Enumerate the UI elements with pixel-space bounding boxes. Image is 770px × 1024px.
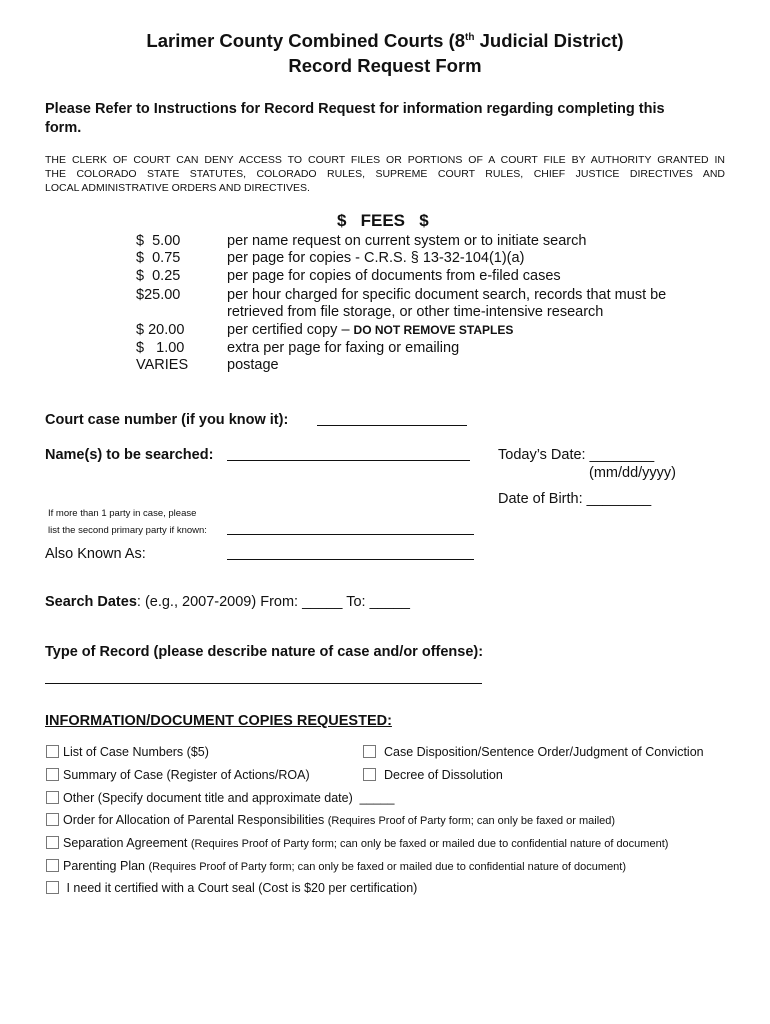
todays-date-label: Today’s Date: ________ — [498, 447, 655, 463]
checkbox-label-text: Separation Agreement — [63, 836, 191, 850]
checkbox-label-note: (Requires Proof of Party form; can only be faxed or mailed due to confidential nature of document) — [190, 838, 669, 850]
case-number-label: Court case number (if you know it): — [45, 412, 289, 428]
checkbox-label: I need it certified with a Court seal (Cost is $20 per certification) — [63, 881, 418, 895]
checkbox-parenting-plan[interactable] — [46, 859, 59, 872]
checkbox-label: Other (Specify document title and approximate date) _____ — [63, 791, 395, 805]
checkbox-label-note: (Requires Proof of Party form; can only be faxed or mailed due to confidential nature of document) — [148, 861, 627, 873]
checkbox-separation-agreement[interactable] — [46, 836, 59, 849]
names-field[interactable] — [227, 460, 470, 461]
case-number-field[interactable] — [317, 425, 467, 426]
second-party-hint-line1: If more than 1 party in case, please — [48, 508, 197, 519]
checkbox-label-text: Order for Allocation of Parental Responsibilities — [63, 813, 328, 827]
checkbox-label: Case Disposition/Sentence Order/Judgment of Conviction — [384, 745, 704, 759]
form-title — [0, 30, 770, 52]
fee-description — [227, 322, 513, 338]
second-party-field[interactable] — [227, 534, 474, 535]
fee-description: extra per page for faxing or emailing — [227, 340, 460, 356]
clerk-notice-line1: THE CLERK OF COURT CAN DENY ACCESS TO COURT FILES OR PORTIONS OF A COURT FILE BY AUTHORITY GRANTED IN — [45, 154, 725, 166]
refer-instructions-line1: Please Refer to Instructions for Record Request for information regarding completing this — [45, 101, 665, 117]
checkbox-label: List of Case Numbers ($5) — [63, 745, 209, 759]
checkbox-other-document[interactable] — [46, 791, 59, 804]
checkbox-parental-responsibilities[interactable] — [46, 813, 59, 826]
fee-amount: $ 0.25 — [136, 268, 181, 284]
fee-amount: $ 1.00 — [136, 340, 185, 356]
staples-warning: DO NOT REMOVE STAPLES — [353, 323, 514, 337]
checkbox-summary-of-case[interactable] — [46, 768, 59, 781]
fee-description: per page for copies - C.R.S. § 13-32-104(1)(a) — [227, 250, 525, 266]
fee-description: postage — [227, 357, 279, 373]
checkbox-label — [63, 836, 668, 850]
checkbox-label-note: (Requires Proof of Party form; can only be faxed or mailed) — [327, 815, 616, 827]
fee-amount: $ 5.00 — [136, 233, 181, 249]
date-format-hint: (mm/dd/yyyy) — [589, 465, 676, 481]
title-text-end: Judicial District) — [474, 30, 624, 51]
type-of-record-label: Type of Record (please describe nature of case and/or offense): — [45, 644, 484, 660]
clerk-notice-line3: LOCAL ADMINISTRATIVE ORDERS AND DIRECTIVES. — [45, 182, 310, 194]
refer-instructions-line2: form. — [45, 120, 82, 136]
fee-description-text: per certified copy – — [227, 322, 354, 338]
fee-description: per name request on current system or to initiate search — [227, 233, 587, 249]
copies-requested-heading: INFORMATION/DOCUMENT COPIES REQUESTED: — [45, 713, 392, 729]
checkbox-label: Summary of Case (Register of Actions/ROA) — [63, 768, 310, 782]
search-dates-row — [45, 594, 410, 610]
search-dates-range: : (e.g., 2007-2009) From: _____ To: _____ — [136, 594, 410, 610]
search-dates-label: Search Dates — [45, 594, 137, 610]
date-of-birth-label: Date of Birth: ________ — [498, 491, 652, 507]
checkbox-case-disposition[interactable] — [363, 745, 376, 758]
type-of-record-field[interactable] — [45, 683, 482, 684]
aka-field[interactable] — [227, 559, 474, 560]
fee-amount: $ 0.75 — [136, 250, 181, 266]
checkbox-label-text: Parenting Plan — [63, 859, 149, 873]
aka-label: Also Known As: — [45, 546, 146, 562]
fees-heading: $ FEES $ — [337, 211, 429, 230]
fee-amount: VARIES — [136, 357, 189, 373]
checkbox-label: Decree of Dissolution — [384, 768, 503, 782]
checkbox-decree-of-dissolution[interactable] — [363, 768, 376, 781]
second-party-hint-line2: list the second primary party if known: — [48, 525, 207, 536]
checkbox-list-of-case-numbers[interactable] — [46, 745, 59, 758]
fee-description: per page for copies of documents from e-filed cases — [227, 268, 561, 284]
clerk-notice-line2: THE COLORADO STATE STATUTES, COLORADO RULES, SUPREME COURT RULES, CHIEF JUSTICE DIRECTIVES AND — [45, 168, 725, 180]
title-superscript: th — [465, 31, 475, 43]
checkbox-certified-court-seal[interactable] — [46, 881, 59, 894]
title-text: Larimer County Combined Courts (8 — [146, 30, 466, 51]
names-label: Name(s) to be searched: — [45, 447, 214, 463]
fee-amount: $ 20.00 — [136, 322, 185, 338]
checkbox-label — [63, 859, 626, 873]
fee-description-continued: retrieved from file storage, or other time-intensive research — [227, 304, 604, 320]
form-subtitle: Record Request Form — [288, 55, 482, 76]
fee-description: per hour charged for specific document search, records that must be — [227, 287, 667, 303]
fee-amount: $25.00 — [136, 287, 181, 303]
checkbox-label — [63, 813, 615, 827]
